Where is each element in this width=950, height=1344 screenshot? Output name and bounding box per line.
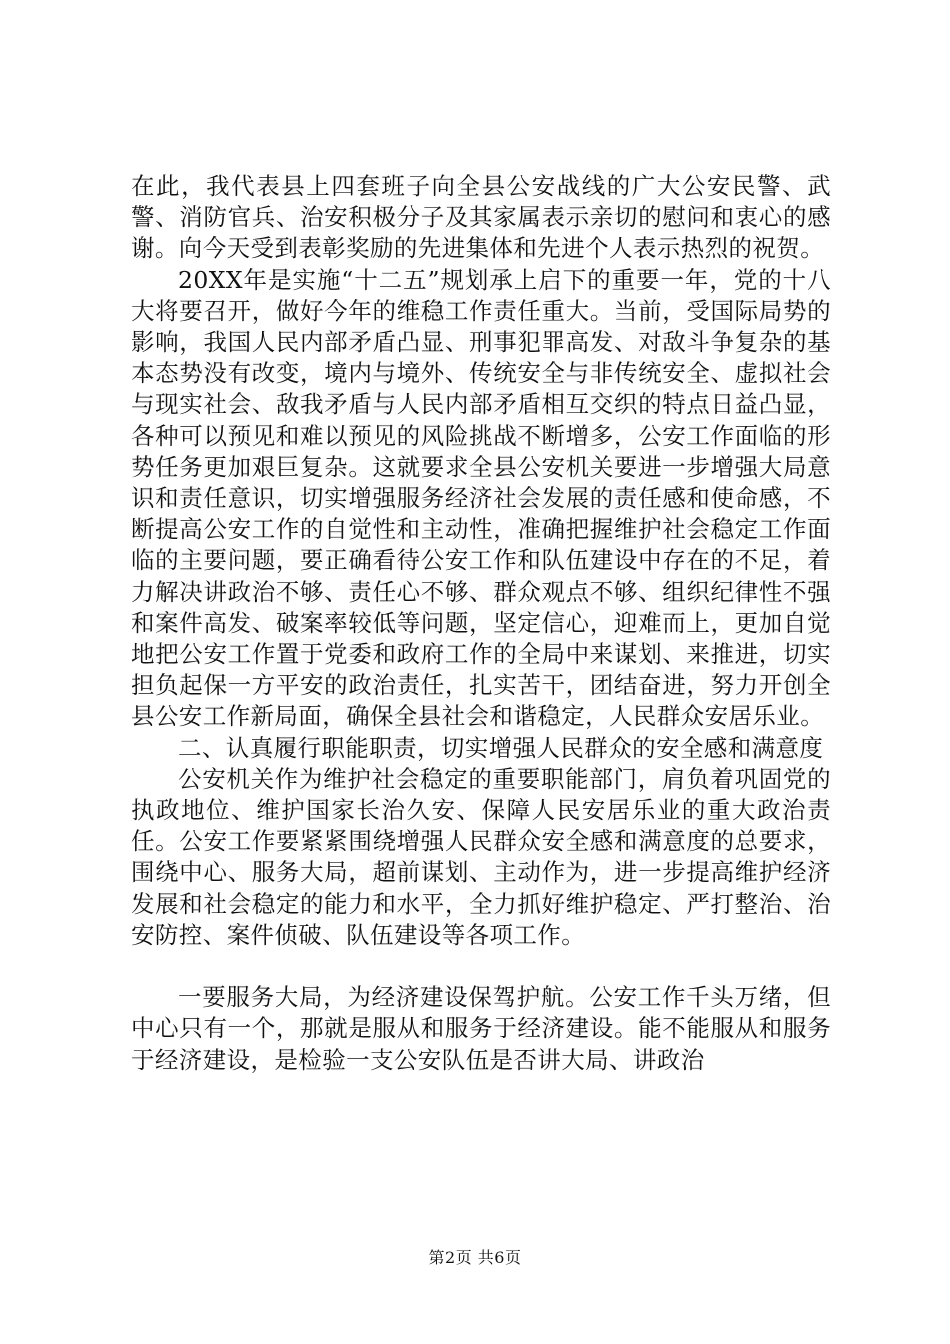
page-footer: 第2页 共6页 [428,1248,522,1267]
paragraph-greeting: 在此，我代表县上四套班子向全县公安战线的广大公安民警、武警、消防官兵、治安积极分子及其家属表示亲切的慰问和衷心的感谢。向今天受到表彰奖励的先进集体和先进个人表示热烈的祝贺。 [131,172,831,263]
paragraph-situation: 20XX年是实施“十二五”规划承上启下的重要一年，党的十八大将要召开，做好今年的维稳工作责任重大。当前，受国际局势的影响，我国人民内部矛盾凸显、刑事犯罪高发、对敌斗争复杂的基本态势没有改变，境内与境外、传统安全与非传统安全、虚拟社会与现实社会、敌我矛盾与人民内部矛盾相互交织的特点日益凸显，各种可以预见和难以预见的风险挑战不断增多，公安工作面临的形势任务更加艰巨复杂。这就要求全县公安机关要进一步增强大局意识和责任意识，切实增强服务经济社会发展的责任感和使命感，不断提高公安工作的自觉性和主动性，准确把握维护社会稳定工作面临的主要问题，要正确看待公安工作和队伍建设中存在的不足，着力解决讲政治不够、责任心不够、群众观点不够、组织纪律性不强和案件高发、破案率较低等问题，坚定信心，迎难而上，更加自觉地把公安工作置于党委和政府工作的全局中来谋划、来推进，切实担负起保一方平安的政治责任，扎实苦干，团结奋进，努力开创全县公安工作新局面，确保全县社会和谐稳定，人民群众安居乐业。 [131,265,831,731]
paragraph-spacer [131,951,831,982]
section-heading: 二、认真履行职能职责，切实增强人民群众的安全感和满意度 [178,733,824,762]
document-body [131,171,831,1076]
paragraph-responsibility: 公安机关作为维护社会稳定的重要职能部门，肩负着巩固党的执政地位、维护国家长治久安、保障人民安居乐业的重大政治责任。公安工作要紧紧围绕增强人民群众安全感和满意度的总要求，围绕中心、服务大局，超前谋划、主动作为，进一步提高维护经济发展和社会稳定的能力和水平，全力抓好维护稳定、严打整治、治安防控、案件侦破、队伍建设等各项工作。 [131,764,831,949]
paragraph-serve-economy: 一要服务大局，为经济建设保驾护航。公安工作千头万绪，但中心只有一个，那就是服从和服务于经济建设。能不能服从和服务于经济建设，是检验一支公安队伍是否讲大局、讲政治 [131,983,831,1074]
